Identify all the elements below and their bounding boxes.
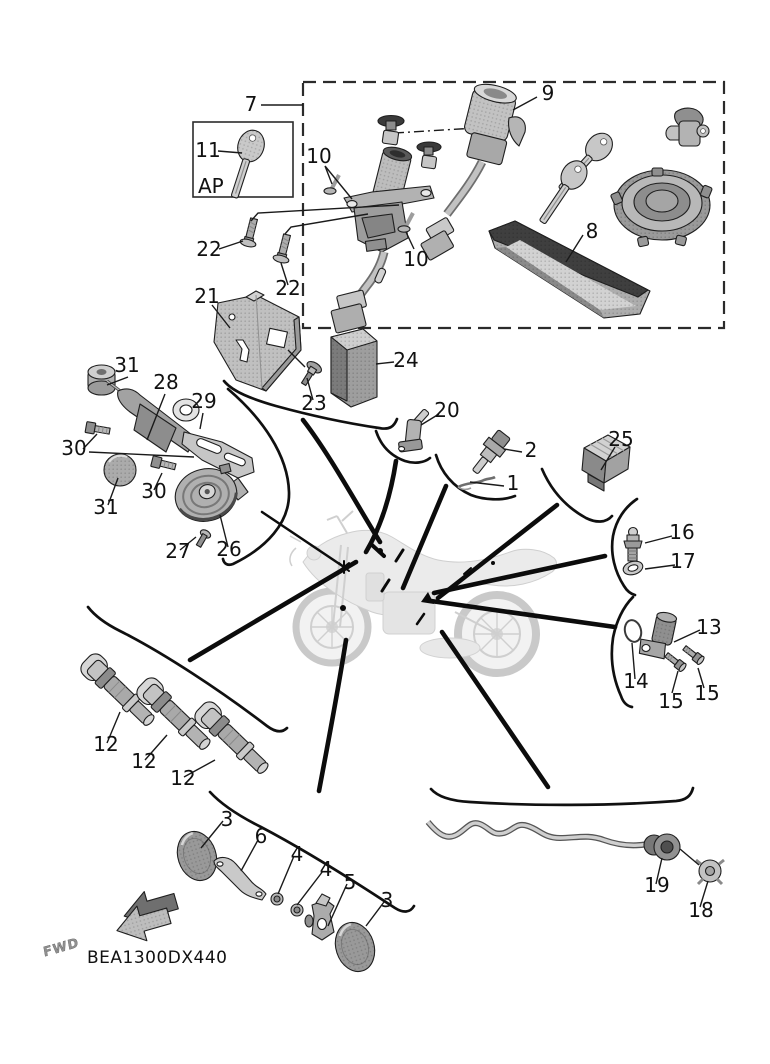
washer-17: [622, 559, 645, 577]
callout-3-b: 3: [380, 888, 394, 912]
nut-4-b: [291, 904, 303, 916]
screw-10-a: [324, 175, 339, 194]
horn-damper-top: [88, 365, 115, 395]
screw-27: [194, 528, 212, 549]
ignition-coils: [77, 650, 274, 780]
reflector-rear: [329, 917, 381, 976]
callout-2: 2: [524, 438, 538, 462]
bolt-22-a: [239, 217, 261, 249]
callout-6: 6: [254, 824, 268, 848]
callout-31-a: 31: [114, 353, 140, 377]
reflector-front: [171, 826, 223, 885]
horn-damper-ball: [104, 454, 136, 486]
callout-19: 19: [644, 873, 670, 897]
fuel-tank-cap: [610, 168, 712, 247]
callout-28: 28: [153, 370, 179, 394]
callout-25: 25: [608, 427, 634, 451]
callout-4-a: 4: [290, 842, 304, 866]
callout-18: 18: [688, 898, 714, 922]
wire-harness: [428, 822, 680, 860]
callout-31-b: 31: [93, 495, 119, 519]
callout-15-a: 15: [658, 689, 684, 713]
callout-10-b: 10: [403, 247, 429, 271]
callout-20: 20: [434, 398, 460, 422]
master-key: [222, 127, 268, 202]
bracket-5: [305, 894, 334, 940]
sensor-20: [397, 406, 429, 454]
callout-15-b: 15: [694, 681, 720, 705]
callout-26: 26: [216, 537, 242, 561]
callout-8: 8: [585, 219, 599, 243]
callout-27: 27: [165, 539, 191, 563]
callout-24: 24: [393, 348, 419, 372]
nut-4-a: [271, 893, 283, 905]
callout-30-a: 30: [61, 436, 87, 460]
inset-label: AP: [198, 174, 224, 198]
bolt-15-a: [663, 651, 687, 673]
spare-keys: [532, 128, 618, 229]
callout-7: 7: [244, 92, 258, 116]
bolt-22-b: [272, 233, 294, 265]
bolt-30-b: [151, 456, 177, 472]
callout-9: 9: [541, 81, 555, 105]
callout-12-c: 12: [170, 766, 196, 790]
callout-23: 23: [301, 391, 327, 415]
callout-14: 14: [623, 669, 649, 693]
callout-1: 1: [506, 471, 520, 495]
reflector-stay: [214, 857, 266, 900]
cap-18: [696, 860, 724, 884]
callout-10-a: 10: [306, 144, 332, 168]
callout-3-a: 3: [220, 807, 234, 831]
callout-22-b: 22: [275, 276, 301, 300]
cover-24: [331, 329, 377, 407]
callout-11: 11: [195, 138, 221, 162]
crank-sensor-13: [638, 611, 677, 661]
bolt-30-a: [85, 422, 111, 437]
bolt-15-b: [681, 644, 705, 666]
callout-5: 5: [343, 870, 357, 894]
fwd-label: FWD: [42, 935, 81, 961]
callout-29: 29: [191, 389, 217, 413]
figure-code: BEA1300DX440: [87, 948, 228, 968]
main-switch-assembly: [324, 116, 476, 334]
callout-13: 13: [696, 615, 722, 639]
callout-17: 17: [670, 549, 696, 573]
seat-lock-striker: [489, 221, 650, 318]
callout-30-b: 30: [141, 479, 167, 503]
callout-16: 16: [669, 520, 695, 544]
callout-21: 21: [194, 284, 220, 308]
callout-22-a: 22: [196, 237, 222, 261]
key-cover: [666, 108, 709, 146]
callout-12-b: 12: [131, 749, 157, 773]
callout-4-b: 4: [319, 857, 333, 881]
callout-12-a: 12: [93, 732, 119, 756]
ecu-bracket: [214, 291, 301, 391]
sensor-16: [624, 528, 642, 562]
